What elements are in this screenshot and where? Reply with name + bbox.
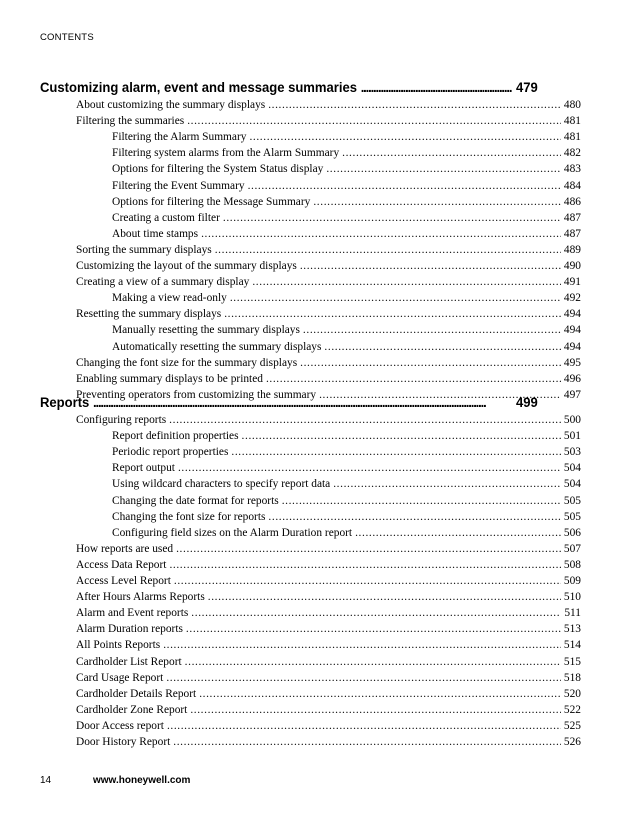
- toc-entry-title: Resetting the summary displays: [76, 308, 222, 321]
- toc-leader-dots: [173, 735, 561, 749]
- toc-entry-page: 489: [563, 243, 581, 256]
- toc-entry[interactable]: [112, 227, 581, 241]
- toc-entry[interactable]: [112, 477, 581, 491]
- toc-entry-page: 508: [563, 558, 581, 571]
- toc-entry[interactable]: [76, 114, 581, 128]
- toc-leader-dots: [248, 179, 561, 193]
- toc-entry-title: After Hours Alarms Reports: [76, 591, 205, 604]
- toc-entry-page: 481: [563, 115, 581, 128]
- toc-entry-page: 501: [563, 430, 581, 443]
- toc-entry[interactable]: [112, 445, 581, 459]
- toc-entry-page: 487: [563, 227, 581, 240]
- toc-leader-dots: [324, 340, 560, 354]
- toc-leader-dots: [342, 146, 561, 160]
- toc-entry-title: All Points Reports: [76, 639, 161, 652]
- toc-leader-dots: [300, 356, 561, 370]
- toc-entry[interactable]: [112, 195, 581, 209]
- toc-entry[interactable]: [112, 162, 581, 176]
- toc-entry-page: 515: [563, 655, 581, 668]
- toc-entry[interactable]: [112, 340, 581, 354]
- toc-entry-page: 504: [563, 462, 581, 475]
- toc-entry[interactable]: [76, 719, 581, 733]
- toc-entry[interactable]: [112, 130, 581, 144]
- toc-entry[interactable]: [112, 429, 581, 443]
- toc-entry-page: 526: [563, 736, 581, 748]
- toc-leader-dots: [230, 291, 561, 305]
- toc-leader-dots: [199, 687, 561, 701]
- toc-leader-dots: [231, 445, 561, 459]
- toc-leader-dots: [300, 259, 561, 273]
- toc-entry[interactable]: [112, 494, 581, 508]
- toc-leader-dots: [187, 114, 561, 128]
- toc-entry-title: Enabling summary displays to be printed: [76, 372, 263, 385]
- toc-leader-dots: [313, 195, 561, 209]
- toc-entry-title: Using wildcard characters to specify report data: [112, 478, 331, 491]
- toc-leader-dots: [190, 703, 561, 717]
- toc-entry-page: 510: [563, 591, 581, 604]
- toc-entry[interactable]: [76, 703, 581, 717]
- toc-leader-dots: [169, 413, 561, 427]
- toc-entry-title: Manually resetting the summary displays: [112, 324, 300, 337]
- footer-url[interactable]: www.honeywell.com: [93, 775, 191, 786]
- toc-entry[interactable]: [112, 323, 581, 337]
- toc-entry-page: 491: [563, 276, 581, 289]
- page-number: 14: [40, 775, 52, 786]
- toc-entry-page: 497: [563, 388, 581, 401]
- toc-entry[interactable]: [76, 356, 581, 370]
- toc-entry-title: Report definition properties: [112, 430, 239, 443]
- toc-leader-dots: [242, 429, 561, 443]
- toc-leader-dots: [333, 477, 561, 491]
- toc-entry-title: Filtering the summaries: [76, 115, 185, 128]
- toc-section-page: 499: [515, 395, 538, 411]
- toc-leader-dots: [208, 590, 561, 604]
- toc-entry-title: Access Data Report: [76, 558, 167, 571]
- toc-leader-dots: [224, 307, 561, 321]
- toc-leader-dots: [191, 606, 561, 620]
- toc-section-title: Reports: [40, 395, 90, 411]
- toc-entry-page: 509: [563, 575, 581, 587]
- toc-leader-dots: [178, 461, 561, 475]
- toc-leader-dots: [361, 80, 513, 96]
- toc-entry-page: 505: [563, 494, 581, 507]
- toc-entry-title: Periodic report properties: [112, 446, 229, 459]
- toc-entry-title: Creating a view of a summary display: [76, 276, 250, 289]
- toc-entry-title: Creating a custom filter: [112, 211, 220, 224]
- toc-section-heading[interactable]: [40, 74, 538, 96]
- toc-entry-title: Filtering the Alarm Summary: [112, 131, 247, 144]
- toc-entry-page: 518: [563, 671, 581, 684]
- toc-entry[interactable]: [76, 372, 581, 386]
- toc-entry-page: 500: [563, 414, 581, 426]
- toc-entry-page: 496: [563, 372, 581, 385]
- toc-entry-page: 514: [563, 639, 581, 652]
- toc-entry[interactable]: [76, 606, 581, 620]
- toc-entry[interactable]: [76, 243, 581, 257]
- toc-entry-title: Changing the date format for reports: [112, 494, 279, 507]
- toc-entry-title: Filtering the Event Summary: [112, 179, 245, 192]
- toc-entry-page: 487: [563, 211, 581, 224]
- toc-entry-title: Cardholder Details Report: [76, 687, 197, 700]
- toc-entry-page: 494: [563, 340, 581, 353]
- toc-leader-dots: [176, 542, 561, 556]
- toc-leader-dots: [166, 671, 561, 685]
- toc-leader-dots: [282, 494, 561, 508]
- toc-entry[interactable]: [112, 526, 581, 540]
- toc-entry-title: Preventing operators from customizing the summary: [76, 388, 317, 401]
- toc-entry-title: Changing the font size for reports: [112, 510, 266, 523]
- toc-entry[interactable]: [76, 574, 581, 588]
- toc-entry-title: Alarm and Event reports: [76, 607, 189, 620]
- toc-entry-title: Cardholder List Report: [76, 655, 182, 668]
- toc-entry-title: About customizing the summary displays: [76, 99, 266, 111]
- toc-leader-dots: [185, 655, 561, 669]
- toc-entry-title: Alarm Duration reports: [76, 623, 183, 636]
- toc-entry-page: 494: [563, 324, 581, 337]
- toc-leader-dots: [326, 162, 561, 176]
- toc-entry[interactable]: [76, 542, 581, 556]
- toc-leader-dots: [268, 98, 561, 112]
- toc-entry-title: About time stamps: [112, 227, 199, 240]
- toc-entry-page: 486: [563, 195, 581, 208]
- toc-entry-page: 503: [563, 446, 581, 459]
- toc-entry-page: 507: [563, 542, 581, 555]
- toc-section-heading[interactable]: [40, 389, 538, 411]
- toc-entry-page: 525: [563, 719, 581, 732]
- toc-leader-dots: [252, 275, 561, 289]
- toc-leader-dots: [303, 323, 561, 337]
- toc-entry-title: Door Access report: [76, 719, 164, 732]
- toc-leader-dots: [174, 574, 561, 588]
- toc-entry[interactable]: [76, 735, 581, 749]
- toc-entry[interactable]: [112, 510, 581, 524]
- toc-entry-page: 513: [563, 623, 581, 636]
- toc-entry-page: 494: [563, 308, 581, 321]
- toc-entry[interactable]: [76, 590, 581, 604]
- toc-entry-title: Report output: [112, 462, 175, 475]
- toc-leader-dots: [266, 372, 561, 386]
- toc-leader-dots: [163, 638, 561, 652]
- toc-entry-title: Access Level Report: [76, 575, 171, 587]
- toc-entry-title: Door History Report: [76, 736, 171, 748]
- toc-entry-title: Configuring reports: [76, 414, 167, 426]
- toc-entry-title: Automatically resetting the summary displays: [112, 340, 322, 353]
- toc-entry[interactable]: [112, 179, 581, 193]
- toc-leader-dots: [186, 622, 561, 636]
- toc-entry-page: 482: [563, 147, 581, 160]
- toc-entry[interactable]: [76, 307, 581, 321]
- toc-entry[interactable]: [76, 638, 581, 652]
- toc-entry-title: How reports are used: [76, 542, 174, 555]
- toc-entry-title: Configuring field sizes on the Alarm Duration report: [112, 526, 353, 539]
- toc-leader-dots: [93, 395, 512, 411]
- toc-leader-dots: [355, 526, 561, 540]
- toc-entry-title: Card Usage Report: [76, 671, 164, 684]
- toc-entry-page: 492: [563, 292, 581, 305]
- toc-entry[interactable]: [76, 259, 581, 273]
- toc-entry-title: Making a view read-only: [112, 292, 227, 305]
- toc-entry[interactable]: [76, 275, 581, 289]
- toc-leader-dots: [201, 227, 561, 241]
- toc-entry-page: 505: [563, 510, 581, 523]
- toc-entry-page: 506: [563, 526, 581, 539]
- toc-entry[interactable]: [76, 687, 581, 701]
- toc-leader-dots: [268, 510, 560, 524]
- toc-entry-title: Options for filtering the System Status display: [112, 163, 324, 176]
- toc-leader-dots: [169, 558, 560, 572]
- toc-entry[interactable]: [112, 211, 581, 225]
- toc-entry-title: Filtering system alarms from the Alarm Summary: [112, 147, 340, 160]
- toc-entry[interactable]: [112, 461, 581, 475]
- toc-entry[interactable]: [76, 98, 581, 112]
- toc-leader-dots: [249, 130, 560, 144]
- toc-entry[interactable]: [76, 622, 581, 636]
- toc-entry-page: 484: [563, 179, 581, 192]
- toc-leader-dots: [223, 211, 561, 225]
- toc-entry-title: Sorting the summary displays: [76, 243, 212, 256]
- toc-entry-page: 495: [563, 356, 581, 369]
- toc-leader-dots: [167, 719, 561, 733]
- toc-section-page: 479: [515, 80, 538, 96]
- toc-entry[interactable]: [76, 671, 581, 685]
- toc-entry-title: Options for filtering the Message Summary: [112, 195, 311, 208]
- toc-entry-page: 520: [563, 687, 581, 700]
- toc-section-title: Customizing alarm, event and message summaries: [40, 80, 358, 96]
- toc-entry[interactable]: [76, 413, 581, 427]
- toc-entry-page: 490: [563, 260, 581, 272]
- toc-leader-dots: [215, 243, 561, 257]
- toc-entry[interactable]: [112, 146, 581, 160]
- toc-entry-page: 504: [563, 478, 581, 491]
- toc-entry-page: 480: [563, 99, 581, 111]
- toc-entry-title: Customizing the layout of the summary displays: [76, 260, 297, 272]
- toc-entry[interactable]: [76, 655, 581, 669]
- toc-entry[interactable]: [112, 291, 581, 305]
- toc-entry[interactable]: [76, 558, 581, 572]
- toc-entry-page: 511: [564, 607, 581, 620]
- toc-entry-page: 481: [563, 131, 581, 144]
- toc-entry-title: Cardholder Zone Report: [76, 703, 188, 716]
- toc-entry-title: Changing the font size for the summary displays: [76, 356, 298, 369]
- running-header: CONTENTS: [40, 32, 94, 43]
- toc-entry-page: 522: [563, 703, 581, 716]
- toc-entry-page: 483: [563, 163, 581, 176]
